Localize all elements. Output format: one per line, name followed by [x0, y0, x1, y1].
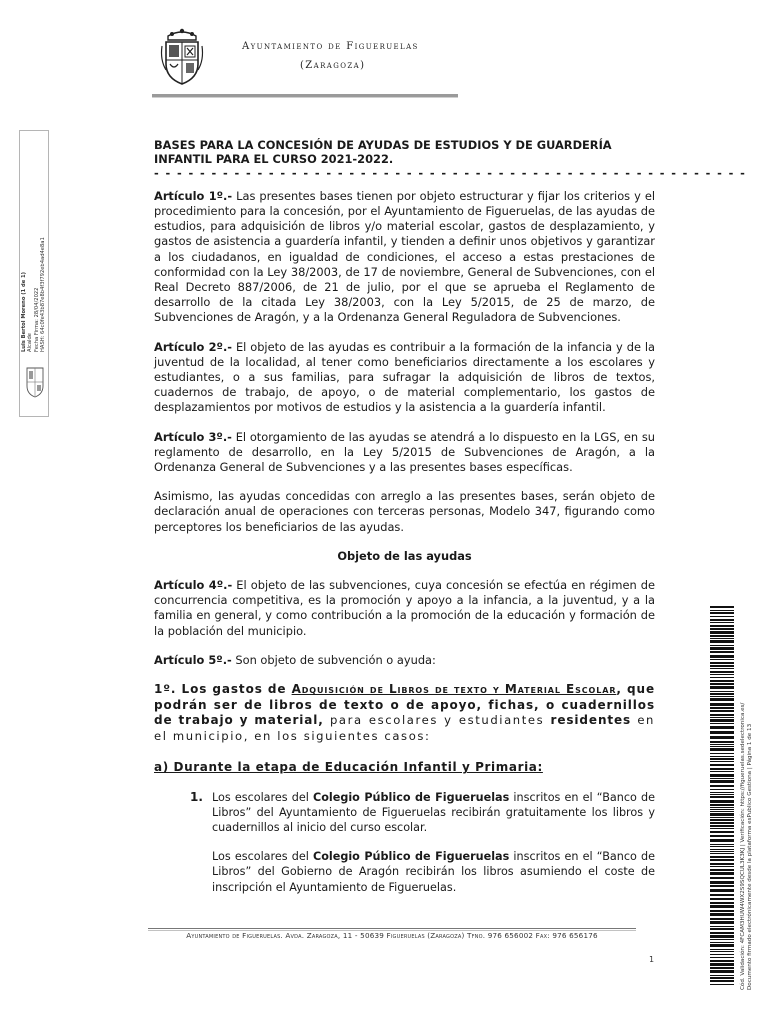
barcode-bar	[710, 780, 734, 783]
barcode-bar	[710, 662, 734, 664]
barcode-bar	[710, 975, 734, 976]
barcode-bar	[710, 881, 734, 884]
item-1-text-b: en el municipio, en los siguientes casos:	[154, 713, 656, 743]
barcode-bar	[710, 851, 734, 852]
signature-date: Fecha Firma: 28/04/2022	[33, 287, 40, 352]
barcode-bar	[710, 831, 734, 833]
barcode-bar	[710, 651, 734, 653]
list-item-2-text-a: Los escolares del	[212, 850, 314, 864]
item-1-residentes: residentes	[550, 713, 632, 728]
article-3-label: Artículo 3º.-	[154, 429, 232, 444]
barcode-bar	[710, 967, 734, 969]
list-item-paragraph-2	[212, 849, 655, 895]
barcode-bar	[710, 768, 734, 770]
list-item-paragraph-1	[212, 790, 655, 836]
barcode-bar	[710, 863, 734, 865]
barcode-bar	[710, 710, 734, 712]
barcode-bar	[710, 817, 734, 818]
barcode-bar	[710, 707, 734, 709]
list-number: 1.	[190, 789, 203, 804]
barcode-bar	[710, 877, 734, 879]
barcode-bar	[710, 796, 734, 798]
item-1-middle: , que podrán ser de libros de texto o de apoyo, fichas, o cuadernillos de trabajo y material,	[154, 682, 655, 728]
barcode-bar	[710, 717, 734, 718]
barcode-bar	[710, 686, 734, 689]
article-4-text: El objeto de las subvenciones, cuya concesión se efectúa en régimen de concurrencia competitiva, es la promoción y apoyo a la infancia, a la juventud, y a la familia en general, y como contribución a la promoción de la educación y formación de la población del municipio.	[154, 578, 655, 638]
barcode-bar	[710, 736, 734, 739]
signature-seal-icon	[24, 364, 46, 398]
barcode-bar	[710, 696, 734, 697]
article-1-label: Artículo 1º.-	[154, 188, 233, 203]
barcode-bar	[710, 939, 734, 940]
barcode-bar	[710, 612, 734, 614]
barcode-bar	[710, 693, 734, 695]
barcode-bar	[710, 606, 734, 608]
barcode-bar	[710, 719, 734, 722]
barcode-bar	[710, 828, 734, 829]
barcode-bar	[710, 819, 734, 821]
list-item-1-text-b: inscritos en el “Banco de Libros” del Ayuntamiento de Figueruelas recibirán gratuitamente los libros y cuadernillos al inicio del curso escolar.	[212, 790, 656, 835]
barcode-bar	[710, 856, 734, 858]
barcode-bar	[710, 794, 734, 795]
barcode-bar	[710, 944, 734, 947]
item-1-prefix: 1º. Los gastos de	[154, 682, 292, 697]
barcode-bar	[710, 640, 734, 643]
barcode-bar	[710, 677, 734, 678]
barcode-bar	[710, 610, 734, 611]
barcode-bar	[710, 698, 734, 701]
barcode-bar	[710, 894, 734, 896]
item-1-text-a: para escolares y estudiantes	[323, 713, 551, 728]
barcode-bar	[710, 731, 734, 734]
barcode-bar	[710, 638, 734, 639]
barcode-bar	[710, 619, 734, 621]
verification-platform: Documento firmado electrónicamente desde la plataforma esPublico Gestiona | Página 1 de 13	[747, 723, 754, 990]
barcode-bar	[710, 822, 734, 824]
barcode-bar	[710, 625, 734, 627]
article-1	[154, 189, 655, 326]
article-3-text: El otorgamiento de las ayudas se atendrá a lo dispuesto en la LGS, en su reglamento de desarrollo, en la Ley 5/2015 de Subvenciones de Aragón, a la Ordenanza General de Subvenciones y a las presentes bases específicas.	[154, 429, 655, 475]
verification-code: Cód. Validación: 4FCAM3HUW4WX2S9SQCUL3K3KJ | Verificación: https://figueruelas.sedelectronica.es/	[740, 702, 746, 990]
article-5	[154, 653, 655, 668]
article-5-label: Artículo 5º.-	[154, 652, 232, 667]
barcode-bar	[710, 785, 734, 787]
barcode-bar	[710, 970, 734, 973]
barcode-bar	[710, 866, 734, 867]
barcode-bar	[710, 659, 734, 660]
barcode-bar	[710, 622, 734, 623]
barcode-bar	[710, 951, 734, 952]
barcode-bar	[710, 756, 734, 757]
article-4	[154, 578, 655, 639]
barcode-bar	[710, 665, 734, 667]
municipal-crest-icon	[160, 26, 204, 86]
barcode-bar	[710, 668, 734, 669]
barcode-bar	[710, 800, 734, 803]
barcode-bar	[710, 671, 734, 673]
list-item-1-school: Colegio Público de Figueruelas	[313, 790, 510, 804]
barcode-bar	[710, 889, 734, 892]
barcode-bar	[710, 778, 734, 779]
barcode-bar	[710, 674, 734, 675]
barcode-bar	[710, 813, 734, 816]
barcode-bar	[710, 771, 734, 772]
org-province: (Zaragoza)	[300, 60, 366, 71]
barcode-bar	[710, 746, 734, 747]
barcode-bar	[710, 846, 734, 847]
article-3	[154, 430, 655, 476]
barcode-bar	[710, 957, 734, 958]
barcode-bar	[710, 680, 734, 682]
barcode-bar	[710, 825, 734, 827]
barcode-bar	[710, 949, 734, 950]
page-number: 1	[649, 955, 655, 964]
article-2	[154, 340, 655, 416]
list-item-1-text-a: Los escolares del	[212, 790, 314, 804]
subsection-a-heading: a) Durante la etapa de Educación Infantil y Primaria:	[154, 760, 543, 775]
barcode-bar	[710, 647, 734, 650]
signer-name: Luis Bertol Moreno (1 de 1)	[21, 272, 27, 352]
barcode-bar	[710, 753, 734, 754]
org-name: Ayuntamiento de Figueruelas	[242, 41, 419, 52]
article-2-text: El objeto de las ayudas es contribuir a la formación de la infancia y de la juventud de la localidad, al tener como beneficiarios directamente a los escolares y estudiantes, o a sus familias, para sufragar la adquisición de libros de textos, cuadernos de trabajo, de apoyo, o de material complementario, los gastos de desplazamientos por motivos de estudios y la asistencia a la guardería infantil.	[154, 339, 656, 415]
barcode-bar	[710, 726, 734, 729]
barcode-bar	[710, 942, 734, 943]
barcode-bar	[710, 655, 734, 658]
barcode-bar	[710, 898, 734, 900]
barcode-bar	[710, 809, 734, 810]
signer-role: Alcalde	[27, 333, 34, 352]
barcode-bar	[710, 645, 734, 646]
barcode-bar	[710, 913, 734, 916]
verification-info	[740, 600, 754, 990]
barcode-bar	[710, 774, 734, 777]
numbered-list	[154, 790, 655, 895]
barcode-bar	[710, 849, 734, 850]
item-1-books-material	[154, 682, 655, 744]
barcode-bar	[710, 631, 734, 634]
list-item-2-school: Colegio Público de Figueruelas	[313, 850, 510, 864]
header-divider	[152, 94, 458, 98]
signature-hash: HASH: 64c0fe43b87e8b4f3f792eb4ad4e8a1	[40, 237, 47, 352]
barcode-bar	[710, 764, 734, 766]
barcode-bar	[710, 977, 734, 979]
barcode-bar	[710, 635, 734, 637]
barcode-bar	[710, 744, 734, 745]
barcode-bar	[710, 928, 734, 930]
barcode-bar	[710, 714, 734, 716]
barcode-bar	[710, 628, 734, 630]
article-2-label: Artículo 2º.-	[154, 339, 233, 354]
barcode-bar	[710, 758, 734, 760]
barcode-bar	[710, 789, 734, 790]
barcode-bar	[710, 859, 734, 861]
barcode-bar	[710, 807, 734, 808]
barcode-bar	[710, 748, 734, 751]
barcode-bar	[710, 980, 734, 982]
barcode-bar	[710, 761, 734, 762]
barcode-bar	[710, 963, 734, 966]
barcode-bar	[710, 921, 734, 924]
title-underline: - - - - - - - - - - - - - - - - - - - - - - - - - - - - - - - - - - - - - - - - - - - - - - - - - - - -	[154, 165, 747, 180]
barcode-bar	[710, 804, 734, 806]
barcode-bar	[710, 905, 734, 908]
article-1-text: Las presentes bases tienen por objeto estructurar y fijar los criterios y el procedimiento para la concesión, por el Ayuntamiento de Figueruelas, de las ayudas de estudios, para adquisición de libros y/o material escolar, gastos de desplazamiento, y gastos de asistencia a guardería infantil, y tienden a definir unos objetivos y garantizar a los ciudadanos, en igualdad de condiciones, el acceso a estas prestaciones de conformidad con la Ley 38/2003, de 17 de noviembre, General de Subvenciones, con el Real Decreto 887/2006, de 21 de julio, por el que se aprueba el Reglamento de desarrollo de la citada Ley 38/2003, con la Ley 5/2015, de 25 de marzo, de Subvenciones de Aragón, y a la Ordenanza General Reguladora de Subvenciones.	[154, 188, 655, 325]
barcode-bar	[710, 839, 734, 842]
barcode-bar	[710, 872, 734, 875]
item-1-heading: Adquisición de Libros de texto y Material Escolar	[291, 682, 617, 697]
list-item-2-text-b: inscritos en el “Banco de Libros” del Gobierno de Aragón recibirán los libros asumiendo el coste de inscripción el Ayuntamiento de Figueruelas.	[212, 850, 656, 894]
barcode-bar	[710, 918, 734, 920]
barcode-bar	[710, 910, 734, 912]
article-4-label: Artículo 4º.-	[154, 578, 233, 593]
barcode-bar	[710, 844, 734, 845]
barcode-bar	[710, 984, 734, 985]
barcode-bar	[710, 853, 734, 854]
barcode-bar	[710, 954, 734, 955]
barcode-bar	[710, 616, 734, 617]
barcode-bar	[710, 703, 734, 706]
barcode-bar	[710, 926, 734, 927]
barcode-bar	[710, 960, 734, 962]
barcode-bar	[710, 792, 734, 793]
document-title: BASES PARA LA CONCESIÓN DE AYUDAS DE ESTUDIOS Y DE GUARDERÍA INFANTIL PARA EL CURSO 2021-2022.	[154, 138, 612, 167]
barcode-bar	[710, 683, 734, 685]
barcode-bar	[710, 932, 734, 934]
paragraph-modelo-347: Asimismo, las ayudas concedidas con arreglo a las presentes bases, serán objeto de declaración anual de operaciones con terceras personas, Modelo 347, figurando como perceptores los beneficiarios de las ayudas.	[154, 489, 655, 534]
footer-address: Ayuntamiento de Figueruelas. Avda. Zaragoza, 11 - 50639 Figueruelas (Zaragoza) Tfno. 976 656002 Fax: 976 656176	[186, 931, 598, 940]
footer-divider	[148, 928, 636, 929]
section-heading-objeto: Objeto de las ayudas	[337, 548, 472, 563]
article-5-text: Son objeto de subvención o ayuda:	[231, 652, 436, 667]
barcode-bar	[710, 723, 734, 724]
barcode-bar	[710, 741, 734, 743]
barcode-bar	[710, 885, 734, 887]
barcode-bar	[710, 869, 734, 871]
barcode-bar	[710, 835, 734, 837]
barcode-bar	[710, 811, 734, 812]
signature-info	[21, 82, 47, 352]
barcode-bar	[710, 902, 734, 904]
barcode-bar	[710, 691, 734, 692]
barcode-bar	[710, 935, 734, 938]
verification-barcode-icon	[710, 606, 734, 988]
